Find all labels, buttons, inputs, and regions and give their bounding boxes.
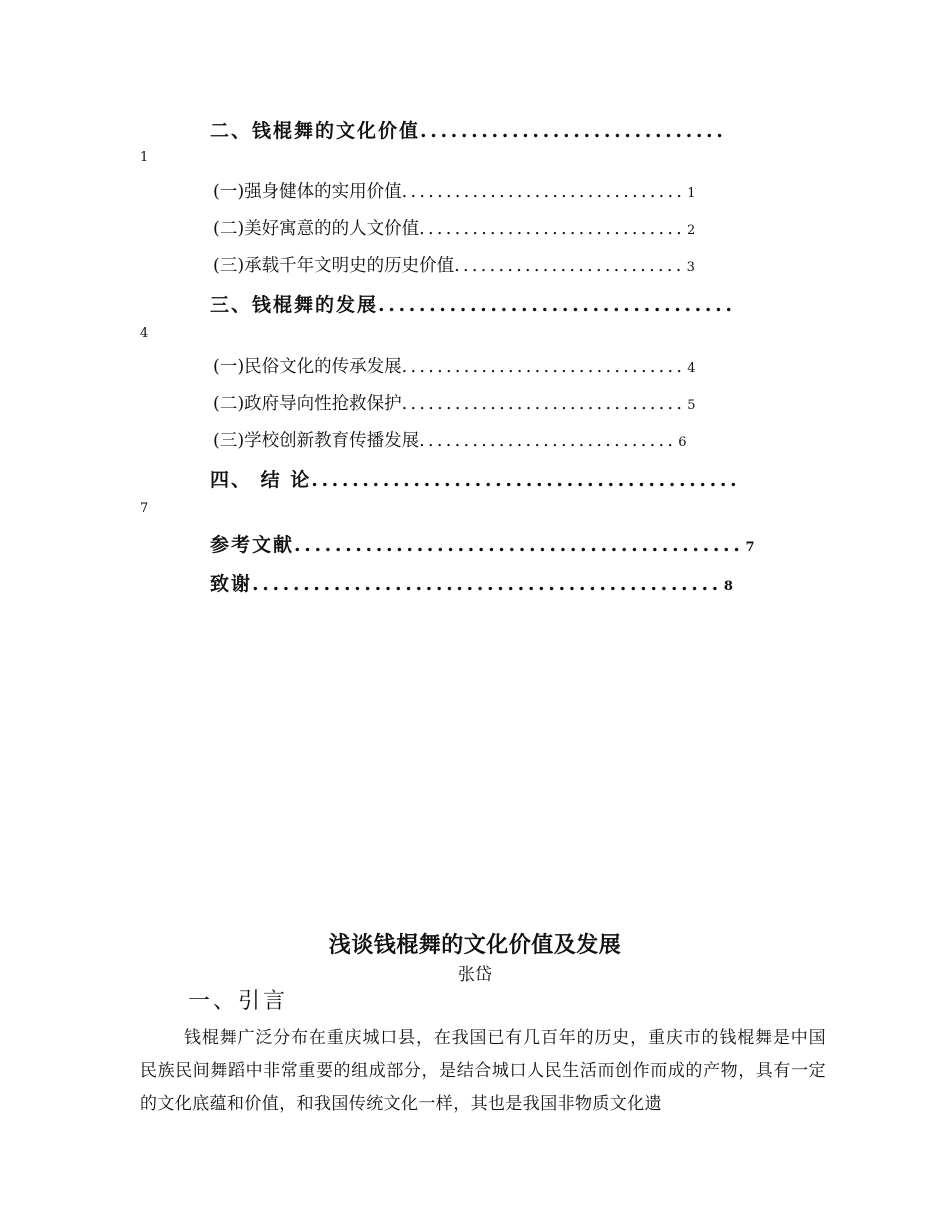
- toc-entry-humanistic-value[interactable]: [213, 215, 695, 240]
- toc-leader-dots: ............................................: [294, 534, 744, 556]
- toc-leader-dots: ................................: [401, 182, 686, 202]
- document-title: 浅谈钱棍舞的文化价值及发展: [328, 932, 622, 958]
- toc-entry-page-number: 7: [140, 501, 149, 516]
- toc-entry-title: (三)承载千年文明史的历史价值: [213, 256, 455, 276]
- toc-entry-title: 四、 结 论: [210, 469, 312, 491]
- toc-entry-conclusion[interactable]: [210, 465, 740, 492]
- toc-entry-page-number: 5: [687, 398, 696, 413]
- toc-entry-acknowledgements[interactable]: [210, 569, 735, 596]
- toc-entry-page-number: 6: [678, 435, 687, 450]
- toc-entry-title: 三、钱棍舞的发展: [210, 294, 379, 316]
- toc-entry-government-protection[interactable]: [213, 390, 696, 415]
- toc-leader-dots: .............................: [419, 431, 677, 451]
- toc-entry-title: 参考文献: [210, 534, 295, 556]
- toc-entry-page-number: 4: [687, 361, 696, 376]
- toc-leader-dots: ...................................: [378, 294, 736, 316]
- toc-entry-page-number: 1: [140, 150, 149, 165]
- toc-entry-page-number: 2: [687, 223, 696, 238]
- toc-entry-page-number: 4: [140, 326, 149, 341]
- toc-leader-dots: ..............................: [419, 219, 686, 239]
- toc-entry-development[interactable]: [210, 290, 736, 317]
- toc-entry-title: (一)民俗文化的传承发展: [213, 357, 402, 377]
- section-heading: 一、引言: [188, 989, 289, 1014]
- toc-leader-dots: ..........................................: [311, 469, 741, 491]
- toc-entry-page-number: 3: [686, 260, 695, 275]
- toc-leader-dots: ..........................: [454, 256, 685, 276]
- toc-entry-school-education[interactable]: [213, 427, 686, 452]
- toc-entry-title: (二)政府导向性抢救保护: [213, 394, 402, 414]
- toc-entry-page-number: 8: [723, 579, 735, 594]
- toc-leader-dots: ................................: [401, 394, 686, 414]
- toc-entry-historical-value[interactable]: [213, 252, 695, 277]
- toc-entry-fitness-value[interactable]: [213, 178, 696, 203]
- toc-leader-dots: ..............................: [420, 120, 727, 142]
- toc-entry-title: (三)学校创新教育传播发展: [213, 431, 420, 451]
- toc-entry-page-number: 7: [745, 540, 757, 555]
- toc-entry-title: (二)美好寓意的的人文价值: [213, 219, 420, 239]
- toc-leader-dots: ................................: [401, 357, 686, 377]
- toc-leader-dots: ..............................................: [252, 573, 722, 595]
- toc-entry-references[interactable]: [210, 530, 757, 557]
- toc-entry-page-number: 1: [687, 186, 696, 201]
- toc-entry-cultural-value[interactable]: [210, 116, 726, 143]
- toc-entry-title: 致谢: [210, 573, 253, 595]
- toc-entry-folk-inheritance[interactable]: [213, 353, 696, 378]
- body-paragraph: 钱棍舞广泛分布在重庆城口县，在我国已有几百年的历史，重庆市的钱棍舞是中国民族民间舞蹈中非常重要的组成部分，是结合城口人民生活而创作而成的产物，具有一定的文化底蕴和价值，和我国传统文化一样，其也是我国非物质文化遗: [140, 1028, 826, 1114]
- author-name: 张岱: [458, 965, 492, 985]
- toc-entry-title: 二、钱棍舞的文化价值: [210, 120, 421, 142]
- toc-entry-title: (一)强身健体的实用价值: [213, 182, 402, 202]
